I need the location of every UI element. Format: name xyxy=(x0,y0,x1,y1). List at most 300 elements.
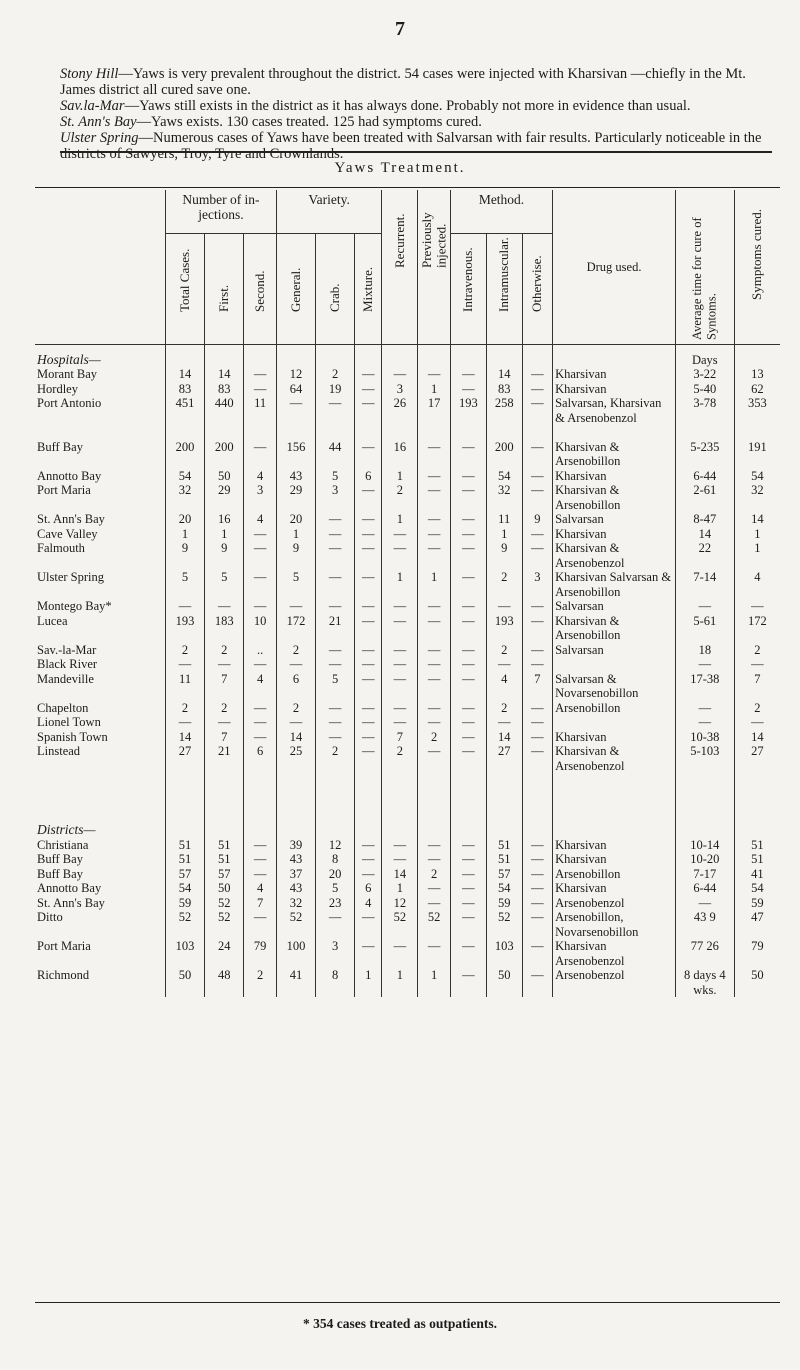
cell-im: 2 xyxy=(486,701,522,716)
cell-drug: Kharsivan xyxy=(553,469,676,484)
cell-other: — xyxy=(522,701,552,716)
cell-crab: — xyxy=(316,643,355,658)
row-location: St. Ann's Bay xyxy=(37,512,105,526)
districts-label: Districts— xyxy=(37,822,96,837)
row-location: Port Maria xyxy=(37,483,91,497)
cell-cured: 79 xyxy=(734,939,780,968)
cell-total: 11 xyxy=(165,672,204,701)
cell-avg: 14 xyxy=(675,527,734,542)
cell-crab: 21 xyxy=(316,614,355,643)
cell-prev: — xyxy=(418,527,451,542)
cell-im: 11 xyxy=(486,512,522,527)
cell-second: — xyxy=(244,440,277,469)
cell-second: — xyxy=(244,701,277,716)
cell-recurrent: 1 xyxy=(382,968,418,997)
intro-text xyxy=(60,66,780,162)
cell-first: 9 xyxy=(205,541,244,570)
cell-avg: 8-47 xyxy=(675,512,734,527)
cell-recurrent: 16 xyxy=(382,440,418,469)
cell-mixture: — xyxy=(355,440,382,469)
mixture-header xyxy=(355,234,382,344)
cell-avg: — xyxy=(675,657,734,672)
cell-first: 57 xyxy=(205,867,244,882)
row-location: Richmond xyxy=(37,968,90,982)
cell-im: — xyxy=(486,599,522,614)
cell-prev: — xyxy=(418,881,451,896)
cell-general: 52 xyxy=(276,910,315,939)
cell-mixture: — xyxy=(355,715,382,730)
cell-total: 1 xyxy=(165,527,204,542)
cell-drug: Kharsivan xyxy=(553,527,676,542)
table-row xyxy=(35,570,780,599)
cell-cured: 172 xyxy=(734,614,780,643)
cell-other: — xyxy=(522,396,552,440)
crab-header xyxy=(316,234,355,344)
cell-second: 4 xyxy=(244,469,277,484)
cell-recurrent: 3 xyxy=(382,382,418,397)
cell-total: 5 xyxy=(165,570,204,599)
cell-drug: Kharsivan xyxy=(553,881,676,896)
cell-crab: — xyxy=(316,570,355,599)
cell-cured: 191 xyxy=(734,440,780,469)
cell-crab: — xyxy=(316,910,355,939)
cell-total: 103 xyxy=(165,939,204,968)
table-row xyxy=(35,881,780,896)
cell-cured: 59 xyxy=(734,896,780,911)
cell-drug: Arsenobillon xyxy=(553,867,676,882)
cell-second: — xyxy=(244,852,277,867)
cell-drug: Arsenobenzol xyxy=(553,896,676,911)
cell-first: 21 xyxy=(205,744,244,773)
cell-mixture: — xyxy=(355,657,382,672)
cell-general: 5 xyxy=(276,570,315,599)
table-row xyxy=(35,852,780,867)
cell-recurrent: 26 xyxy=(382,396,418,440)
row-location: Spanish Town xyxy=(37,729,108,744)
cell-iv: — xyxy=(450,599,486,614)
cell-cured: 4 xyxy=(734,570,780,599)
row-location: Cave Valley xyxy=(37,526,98,541)
cell-other: — xyxy=(522,382,552,397)
cell-general: — xyxy=(276,657,315,672)
table-row xyxy=(35,512,780,527)
cell-prev: 2 xyxy=(418,867,451,882)
cell-crab: — xyxy=(316,730,355,745)
cell-iv: — xyxy=(450,541,486,570)
cell-iv: — xyxy=(450,570,486,599)
hospitals-label: Hospitals— xyxy=(37,351,101,367)
cell-avg: 22 xyxy=(675,541,734,570)
location-header xyxy=(35,190,165,344)
table-row xyxy=(35,896,780,911)
table-row xyxy=(35,744,780,773)
cell-recurrent: — xyxy=(382,701,418,716)
cell-second: — xyxy=(244,715,277,730)
cell-other: — xyxy=(522,715,552,730)
cell-im: 51 xyxy=(486,838,522,853)
cell-recurrent: — xyxy=(382,541,418,570)
table-row xyxy=(35,838,780,853)
cell-prev: — xyxy=(418,614,451,643)
cell-recurrent: — xyxy=(382,939,418,968)
cell-iv: — xyxy=(450,730,486,745)
intro-body: —Yaws still exists in the district as it has always done. Probably not more in evidence than usual. xyxy=(124,98,691,114)
cell-first: 7 xyxy=(205,730,244,745)
cell-mixture: — xyxy=(355,939,382,968)
cell-mixture: — xyxy=(355,483,382,512)
cell-first: 2 xyxy=(205,701,244,716)
cell-general: — xyxy=(276,599,315,614)
intro-paragraph xyxy=(60,66,780,98)
cell-crab: 5 xyxy=(316,881,355,896)
cell-second: — xyxy=(244,541,277,570)
intravenous-label: Intravenous. xyxy=(460,247,476,313)
cell-iv: 193 xyxy=(450,396,486,440)
cell-cured: — xyxy=(734,599,780,614)
cell-other: — xyxy=(522,483,552,512)
cell-general: 156 xyxy=(276,440,315,469)
cell-crab: 2 xyxy=(316,367,355,382)
cell-other: 9 xyxy=(522,512,552,527)
cell-mixture: — xyxy=(355,367,382,382)
days-label: Days xyxy=(675,353,734,368)
cell-im: 57 xyxy=(486,867,522,882)
cell-other: — xyxy=(522,867,552,882)
cell-recurrent: 1 xyxy=(382,512,418,527)
cell-general: 12 xyxy=(276,367,315,382)
cell-cured: 1 xyxy=(734,541,780,570)
cell-im: 59 xyxy=(486,896,522,911)
cell-recurrent: — xyxy=(382,715,418,730)
cell-im: 200 xyxy=(486,440,522,469)
cell-prev: — xyxy=(418,657,451,672)
cell-crab: 5 xyxy=(316,672,355,701)
cell-general: 2 xyxy=(276,643,315,658)
cell-general: 14 xyxy=(276,730,315,745)
otherwise-label: Otherwise. xyxy=(529,255,545,313)
section-gap xyxy=(35,773,780,838)
average-time-label: Average time for cure of Syntoms. xyxy=(690,217,719,340)
cell-prev: — xyxy=(418,701,451,716)
cell-general: 6 xyxy=(276,672,315,701)
cell-first: — xyxy=(205,715,244,730)
cell-iv: — xyxy=(450,838,486,853)
cell-general: 41 xyxy=(276,968,315,997)
cell-first: 52 xyxy=(205,896,244,911)
cell-other: — xyxy=(522,896,552,911)
cell-drug: Salvarsan & Novarsenobillon xyxy=(553,672,676,701)
hospitals-section xyxy=(35,344,780,773)
cell-cured: 2 xyxy=(734,643,780,658)
cell-first: 29 xyxy=(205,483,244,512)
cell-general: 43 xyxy=(276,881,315,896)
number-of-injections-header: Number of in-jections. xyxy=(165,190,276,234)
row-location: Christiana xyxy=(37,837,89,852)
table-row xyxy=(35,910,780,939)
table-row xyxy=(35,939,780,968)
row-location: Buff Bay xyxy=(37,439,83,454)
cell-iv: — xyxy=(450,910,486,939)
cell-cured: 353 xyxy=(734,396,780,440)
cell-drug: Kharsivan & Arsenobillon xyxy=(553,440,676,469)
cell-mixture: — xyxy=(355,599,382,614)
cell-im: — xyxy=(486,657,522,672)
cell-drug: Arsenobenzol xyxy=(553,968,676,997)
intro-paragraph xyxy=(60,130,780,162)
cell-cured: 51 xyxy=(734,838,780,853)
cell-drug: Kharsivan xyxy=(553,730,676,745)
intravenous-header xyxy=(450,234,486,344)
cell-mixture: — xyxy=(355,730,382,745)
cell-first: 24 xyxy=(205,939,244,968)
intro-place: Ulster Spring xyxy=(60,130,139,146)
cell-total: 193 xyxy=(165,614,204,643)
cell-avg: 77 26 xyxy=(675,939,734,968)
intramuscular-header xyxy=(486,234,522,344)
cell-im: 9 xyxy=(486,541,522,570)
cell-general: 39 xyxy=(276,838,315,853)
cell-prev: — xyxy=(418,896,451,911)
cell-mixture: 4 xyxy=(355,896,382,911)
cell-recurrent: — xyxy=(382,367,418,382)
method-header: Method. xyxy=(450,190,552,234)
mixture-label: Mixture. xyxy=(360,266,376,313)
cell-avg: 3-22 xyxy=(675,367,734,382)
cell-iv: — xyxy=(450,614,486,643)
cell-total: — xyxy=(165,715,204,730)
cell-other: — xyxy=(522,643,552,658)
cell-avg: 10-20 xyxy=(675,852,734,867)
cell-cured: 47 xyxy=(734,910,780,939)
cell-first: 2 xyxy=(205,643,244,658)
cell-first: 16 xyxy=(205,512,244,527)
intramuscular-label: Intramuscular. xyxy=(495,237,511,313)
cell-general: 1 xyxy=(276,527,315,542)
cell-first: 440 xyxy=(205,396,244,440)
cell-im: 32 xyxy=(486,483,522,512)
cell-crab: 20 xyxy=(316,867,355,882)
cell-crab: — xyxy=(316,541,355,570)
cell-avg: 8 days 4 wks. xyxy=(675,968,734,997)
table-row xyxy=(35,715,780,730)
cell-avg: 17-38 xyxy=(675,672,734,701)
cell-im: 258 xyxy=(486,396,522,440)
cell-crab: 2 xyxy=(316,744,355,773)
cell-drug: Kharsivan Salvarsan & Arsenobillon xyxy=(553,570,676,599)
cell-crab: 3 xyxy=(316,483,355,512)
cell-total: 51 xyxy=(165,852,204,867)
total-cases-label: Total Cases. xyxy=(176,248,192,313)
cell-avg: 5-235 xyxy=(675,440,734,469)
cell-second: — xyxy=(244,599,277,614)
average-time-header xyxy=(675,190,734,344)
table-row xyxy=(35,440,780,469)
cell-general: 172 xyxy=(276,614,315,643)
cell-cured: 50 xyxy=(734,968,780,997)
cell-second: — xyxy=(244,570,277,599)
cell-recurrent: 12 xyxy=(382,896,418,911)
row-location: Black River xyxy=(37,657,98,671)
cell-second: 6 xyxy=(244,744,277,773)
table-row xyxy=(35,701,780,716)
cell-first: 5 xyxy=(205,570,244,599)
cell-prev: — xyxy=(418,643,451,658)
cell-second: — xyxy=(244,867,277,882)
cell-crab: 12 xyxy=(316,838,355,853)
cell-cured: 14 xyxy=(734,512,780,527)
row-location: Buff Bay xyxy=(37,866,83,881)
cell-crab: — xyxy=(316,715,355,730)
cell-total: 51 xyxy=(165,838,204,853)
cell-prev: 17 xyxy=(418,396,451,440)
cell-avg: 10-38 xyxy=(675,730,734,745)
cell-second: 11 xyxy=(244,396,277,440)
cell-im: 51 xyxy=(486,852,522,867)
cell-cured: 41 xyxy=(734,867,780,882)
cell-second: 10 xyxy=(244,614,277,643)
cell-other: — xyxy=(522,469,552,484)
cell-total: 451 xyxy=(165,396,204,440)
cell-iv: — xyxy=(450,367,486,382)
cell-total: — xyxy=(165,657,204,672)
cell-crab: — xyxy=(316,657,355,672)
section-title: Yaws Treatment. xyxy=(334,160,466,176)
cell-second: — xyxy=(244,730,277,745)
cell-cured: 51 xyxy=(734,852,780,867)
cell-total: 200 xyxy=(165,440,204,469)
cell-recurrent: 14 xyxy=(382,867,418,882)
cell-second: — xyxy=(244,382,277,397)
cell-im: — xyxy=(486,715,522,730)
cell-mixture: 6 xyxy=(355,469,382,484)
recurrent-label: Recurrent. xyxy=(391,213,407,268)
cell-iv: — xyxy=(450,715,486,730)
cell-recurrent: 1 xyxy=(382,570,418,599)
cell-iv: — xyxy=(450,672,486,701)
cell-drug: Kharsivan Arsenobenzol xyxy=(553,939,676,968)
cell-drug: Kharsivan & Arsenobillon xyxy=(553,614,676,643)
cell-im: 50 xyxy=(486,968,522,997)
row-location: Buff Bay xyxy=(37,852,83,866)
cell-first: 51 xyxy=(205,838,244,853)
cell-im: 2 xyxy=(486,570,522,599)
cell-avg: 6-44 xyxy=(675,469,734,484)
table-row xyxy=(35,396,780,440)
cell-general: 64 xyxy=(276,382,315,397)
cell-total: 27 xyxy=(165,744,204,773)
cell-other: — xyxy=(522,657,552,672)
cell-general: 37 xyxy=(276,867,315,882)
cell-other: — xyxy=(522,744,552,773)
table-row xyxy=(35,643,780,658)
cell-cured: 54 xyxy=(734,881,780,896)
cell-mixture: — xyxy=(355,382,382,397)
cell-prev: — xyxy=(418,599,451,614)
cell-drug: Kharsivan & Arsenobillon xyxy=(553,483,676,512)
cell-other: — xyxy=(522,852,552,867)
cell-cured: — xyxy=(734,657,780,672)
cell-other: — xyxy=(522,367,552,382)
cell-iv: — xyxy=(450,469,486,484)
cell-iv: — xyxy=(450,896,486,911)
cell-first: — xyxy=(205,599,244,614)
cell-iv: — xyxy=(450,483,486,512)
cell-recurrent: 1 xyxy=(382,469,418,484)
row-location: Ulster Spring xyxy=(37,570,105,584)
cell-crab: 3 xyxy=(316,939,355,968)
row-location: Montego Bay* xyxy=(37,599,112,613)
table-row xyxy=(35,382,780,397)
cell-im: 2 xyxy=(486,643,522,658)
cell-avg: 2-61 xyxy=(675,483,734,512)
cell-first: 83 xyxy=(205,382,244,397)
cell-im: 83 xyxy=(486,382,522,397)
row-location: Sav.-la-Mar xyxy=(37,642,97,657)
cell-im: 14 xyxy=(486,367,522,382)
cell-other: — xyxy=(522,440,552,469)
table-row xyxy=(35,367,780,382)
cell-total: 83 xyxy=(165,382,204,397)
table-row xyxy=(35,614,780,643)
cell-prev: — xyxy=(418,440,451,469)
symptoms-cured-header xyxy=(734,190,780,344)
cell-iv: — xyxy=(450,852,486,867)
cell-other: — xyxy=(522,838,552,853)
cell-cured: 27 xyxy=(734,744,780,773)
cell-second: 4 xyxy=(244,881,277,896)
cell-first: 48 xyxy=(205,968,244,997)
cell-general: 100 xyxy=(276,939,315,968)
cell-recurrent: — xyxy=(382,614,418,643)
cell-other: — xyxy=(522,910,552,939)
crab-label: Crab. xyxy=(326,283,342,313)
cell-prev: — xyxy=(418,715,451,730)
cell-drug: Salvarsan xyxy=(553,512,676,527)
cell-mixture: — xyxy=(355,838,382,853)
cell-total: 57 xyxy=(165,867,204,882)
cell-other: — xyxy=(522,939,552,968)
cell-crab: 44 xyxy=(316,440,355,469)
table-row xyxy=(35,730,780,745)
cell-avg: 5-61 xyxy=(675,614,734,643)
cell-avg: 7-17 xyxy=(675,867,734,882)
table-row xyxy=(35,968,780,997)
cell-drug: Kharsivan xyxy=(553,852,676,867)
cell-crab: — xyxy=(316,512,355,527)
cell-avg: 7-14 xyxy=(675,570,734,599)
table-row xyxy=(35,469,780,484)
cell-total: 50 xyxy=(165,968,204,997)
drug-used-header: Drug used. xyxy=(553,190,676,344)
table-header xyxy=(35,190,780,344)
cell-recurrent: — xyxy=(382,672,418,701)
cell-cured: 62 xyxy=(734,382,780,397)
cell-general: 43 xyxy=(276,852,315,867)
cell-im: 27 xyxy=(486,744,522,773)
table-row xyxy=(35,657,780,672)
cell-second: — xyxy=(244,367,277,382)
cell-avg: — xyxy=(675,896,734,911)
cell-total: 2 xyxy=(165,643,204,658)
cell-first: — xyxy=(205,657,244,672)
cell-other: — xyxy=(522,614,552,643)
cell-mixture: — xyxy=(355,852,382,867)
cell-recurrent: — xyxy=(382,838,418,853)
row-location: Linstead xyxy=(37,744,81,758)
cell-prev: — xyxy=(418,367,451,382)
row-location: St. Ann's Bay xyxy=(37,895,105,910)
table-row xyxy=(35,672,780,701)
